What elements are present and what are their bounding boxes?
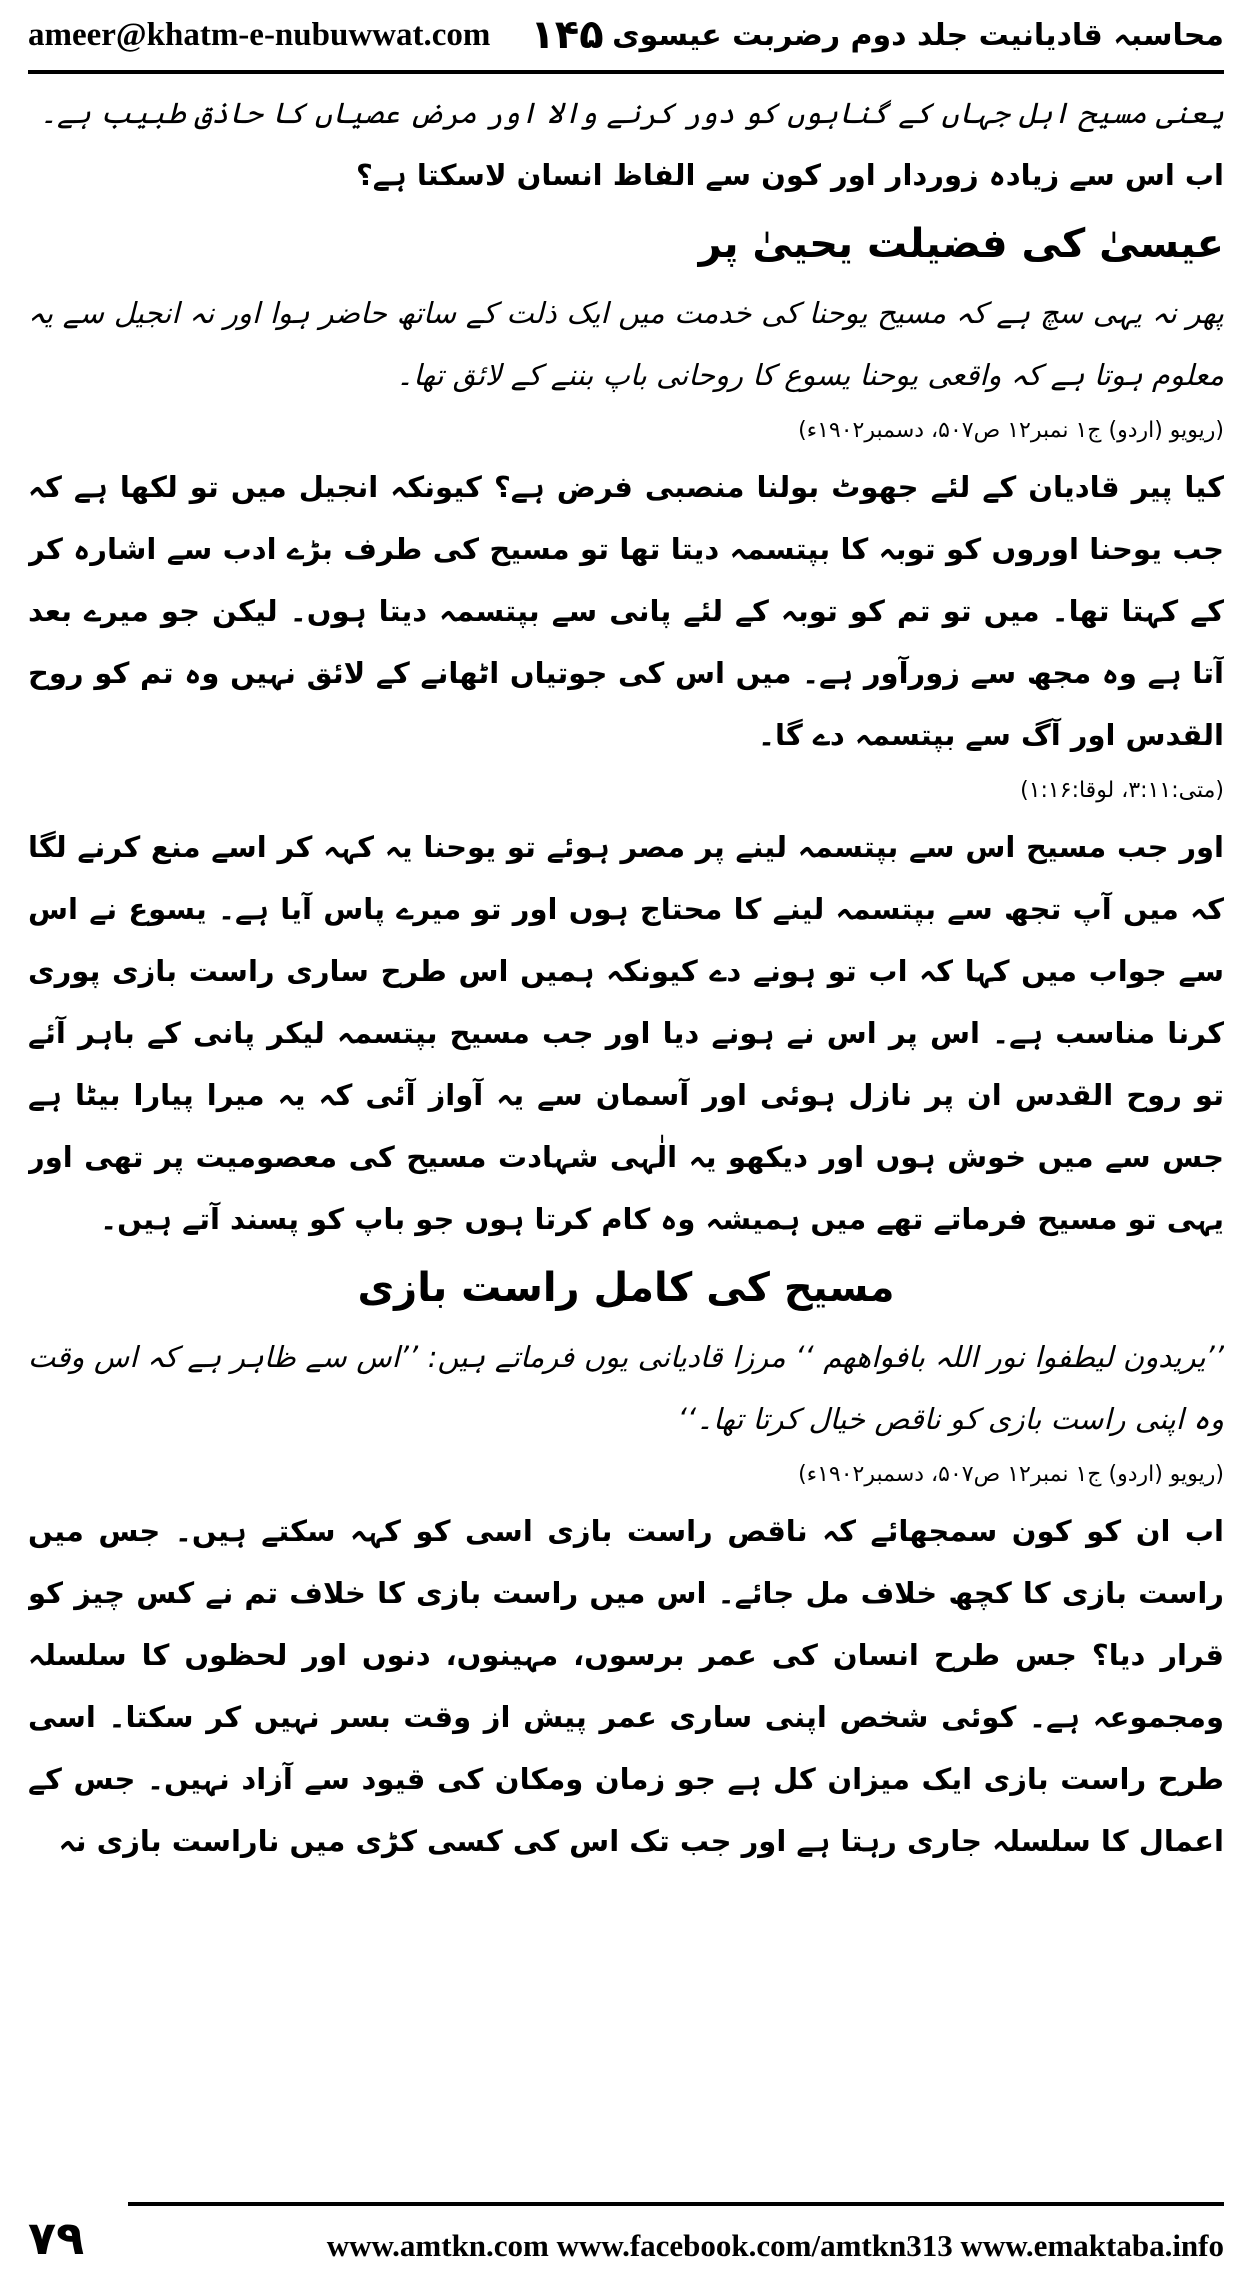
page-header: [28, 4, 1224, 66]
reference-1: (ریویو (اردو) ج۱ نمبر۱۲ ص۵۰۷، دسمبر۱۹۰۲ء): [798, 418, 1224, 443]
footer-page-number: ۷۹: [28, 2211, 85, 2265]
footer-divider: [128, 2202, 1224, 2206]
paragraph-5: اور جب مسیح اس سے بپتسمہ لینے پر مصر ہوئے تو یوحنا یہ کہہ کر اسے منع کرنے لگا کہ میں آپ تجھ سے بپتسمہ لینے کا محتاج ہوں اور تو میرے پاس آیا ہے۔ یسوع نے اس سے جواب میں کہا کہ اب تو ہونے دے کیونکہ ہمیں اس طرح ساری راست بازی پوری کرنا مناسب ہے۔ اس پر اس نے ہونے دیا اور جب مسیح بپتسمہ لیکر پانی کے باہر آئے تو روح القدس ان پر نازل ہوئی اور آسمان سے یہ آواز آئی کہ یہ میرا پیارا بیٹا ہے جس سے میں خوش ہوں اور دیکھو یہ الٰہی شہادت مسیح کی معصومیت پر تھی اور یہی تو مسیح فرماتے تھے میں ہمیشہ وہ کام کرتا ہوں جو باپ کو پسند آتے ہیں۔: [28, 830, 1224, 1236]
paragraph-3: پھر نہ یہی سچ ہے کہ مسیح یوحنا کی خدمت میں ایک ذلت کے ساتھ حاضر ہوا اور نہ انجیل سے یہ معلوم ہوتا ہے کہ واقعی یوحنا یسوع کا روحانی باپ بننے کے لائق تھا۔: [28, 296, 1224, 392]
paragraph-7: اب ان کو کون سمجھائے کہ ناقص راست بازی اسی کو کہہ سکتے ہیں۔ جس میں راست بازی کا کچھ خلاف مل جائے۔ اس میں راست بازی کا خلاف تم نے کس چیز کو قرار دیا؟ جس طرح انسان کی عمر برسوں، مہینوں، دنوں اور لحظوں کا سلسلہ ومجموعہ ہے۔ کوئی شخص اپنی ساری عمر پیش از وقت بسر نہیں کر سکتا۔ اسی طرح راست بازی ایک میزان کل ہے جو زمان ومکان کی قیود سے آزاد نہیں۔ جس کے اعمال کا سلسلہ جاری رہتا ہے اور جب تک اس کی کسی کڑی میں ناراست بازی نہ: [28, 1514, 1224, 1858]
header-email: ameer@khatm-e-nubuwwat.com: [28, 16, 491, 53]
heading-masih-rast-bazi: مسیح کی کامل راست بازی: [357, 1265, 895, 1311]
header-page-number: ۱۴۵: [530, 12, 604, 58]
header-divider: [28, 70, 1224, 74]
page-content: [28, 82, 1224, 2162]
heading-isa-fazilat: عیسیٰ کی فضیلت یحییٰ پر: [698, 221, 1224, 267]
footer-links-area: [128, 2196, 1224, 2268]
header-book-title: محاسبہ قادیانیت جلد دوم رضربت عیسوی: [612, 17, 1224, 53]
paragraph-1: یعنی مسیح اہل جہاں کے گناہوں کو دور کرنے والا اور مرض عصیاں کا حاذق طبیب ہے۔: [39, 96, 1224, 130]
reference-3: (ریویو (اردو) ج۱ نمبر۱۲ ص۵۰۷، دسمبر۱۹۰۲ء): [798, 1462, 1224, 1487]
paragraph-6: ’’یریدون لیطفوا نور اللہ بافواھھم ‘‘ مرزا قادیانی یوں فرماتے ہیں: ’’اس سے ظاہر ہے کہ اس وقت وہ اپنی راست بازی کو ناقص خیال کرتا تھا۔‘‘: [28, 1340, 1224, 1436]
footer-links: www.amtkn.com www.facebook.com/amtkn313 www.emaktaba.info: [326, 2228, 1224, 2263]
paragraph-2: اب اس سے زیادہ زوردار اور کون سے الفاظ انسان لاسکتا ہے؟: [355, 158, 1224, 192]
page-footer: [28, 2196, 1224, 2268]
reference-2: (متی:۳:۱۱، لوقا:۱:۱۶): [1020, 778, 1224, 803]
paragraph-4: کیا پیر قادیان کے لئے جھوٹ بولنا منصبی فرض ہے؟ کیونکہ انجیل میں تو لکھا ہے کہ جب یوحنا اوروں کو توبہ کا بپتسمہ دیتا تھا تو مسیح کی طرف بڑے ادب سے اشارہ کر کے کہتا تھا۔ میں تو تم کو توبہ کے لئے پانی سے بپتسمہ دیتا ہوں۔ لیکن جو میرے بعد آتا ہے وہ مجھ سے زورآور ہے۔ میں اس کی جوتیاں اٹھانے کے لائق نہیں وہ تم کو روح القدس اور آگ سے بپتسمہ دے گا۔: [28, 470, 1224, 752]
